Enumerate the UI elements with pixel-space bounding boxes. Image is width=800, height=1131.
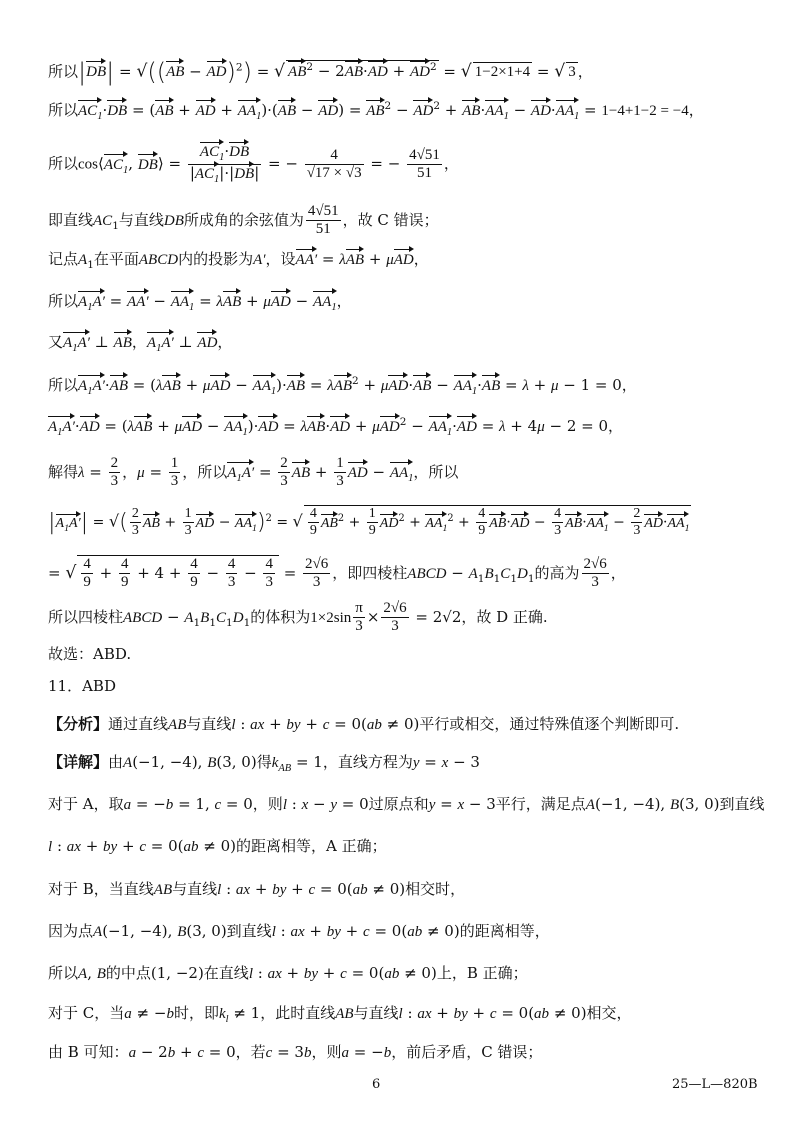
line-21: 因为点A(−1, −4), B(3, 0)到直线l : ax + by + c = 0(ab ≠ 0)的距离相等，: [48, 922, 550, 940]
line-8: 所以$A_1A'\cdot AB = (\lambda AB + \mu AD - AA_1)\cdot AB = \lambda AB^2 + \mu AD\cdot AB - AA_1\cdot AB = \lambda + \mu - 1 = 0$，: [48, 375, 637, 397]
line-24: 由 B 可知：a − 2b + c = 0，若c = 3b，则a = −b，前后矛盾，C 错误；: [48, 1043, 543, 1061]
line-6: 所以$A_1A' = AA' - AA_1 = \lambda AB + \mu AD - AA_1$，: [48, 292, 352, 313]
line-17: 【详解】由A(−1, −4), B(3, 0)得$k_{AB} = 1$，直线方程为y = x − 3: [48, 753, 480, 774]
document-code: 25—L—820B: [672, 1077, 758, 1092]
line-11: $|A_1A'|$ = √( $\frac{2}{3}$ AB + $\frac{1}{3}$ AD − $AA_1)^2$ = √ $\frac{4}{9}$ $AB^2$ + $\frac{1}{9}$ $AD^2 + AA_1^2$ + $\frac{4}{9}$ AB·AD − $\frac{4}{3}$ $AB\cdot AA_1$ − $\frac{2}{3}$ $AD\cdot AA_1$: [48, 506, 690, 539]
line-16: 【分析】通过直线AB与直线l : ax + by + c = 0(ab ≠ 0)平行或相交，通过特殊值逐个判断即可.: [48, 715, 680, 733]
line-20: 对于 B，当直线AB与直线l : ax + by + c = 0(ab ≠ 0)相交时，: [48, 880, 466, 898]
line-1: 所以|DB| = √((AB − AD)$^2$) = √ $AB^2 - 2AB\cdot AD + AD^2$ = √ 1−2×1+4 = √ 3 ，: [48, 58, 593, 86]
line-23: 对于 C，当a ≠ −b时，即$k_l \ne 1$，此时直线AB与直线l : ax + by + c = 0(ab ≠ 0)相交，: [48, 1004, 632, 1025]
line-12: = √ $\frac{4}{9}$ + $\frac{4}{9}$ + 4 + $\frac{4}{9}$ − $\frac{4}{3}$ − $\frac{4}{3}$ = $\frac{2√6}{3}$ ，即四棱柱ABCD − $A_1B_1C_1D_1$的高为 $\frac{2√6}{3}$ ，: [48, 556, 626, 591]
line-4: 即直线$AC_1$与直线DB所成角的余弦值为 $\frac{4√51}{51}$ ，故 C 错误；: [48, 203, 439, 238]
line-13: 所以四棱柱ABCD − $A_1B_1C_1D_1$的体积为1×2sin $\frac{\pi}{3}$ × $\frac{2√6}{3}$ = 2√2，故 D 正确.: [48, 600, 548, 635]
line-2: 所以$AC_1\cdot DB = (AB$ + AD + $AA_1)\cdot(AB - AD) = AB^2 - AD^2 + AB\cdot AA_1 - AD\cdot AA_1 = 1-4+1-2 = -4$，: [48, 100, 704, 122]
line-7: 又$A_1A'$ ⊥ AB，$A_1A'$ ⊥ AD，: [48, 333, 233, 354]
line-22: 所以A, B的中点(1, −2)在直线l : ax + by + c = 0(ab ≠ 0)上，B 正确；: [48, 964, 528, 982]
line-3: 所以$\cos⟨AC_1$, DB⟩ = $\frac{AC_1\cdot DB}{|AC_1|\cdot|DB|}$ = − $\frac{4}{√17 \times √3}$ = − $\frac{4√51}{51}$ ，: [48, 142, 459, 186]
page-number: 6: [372, 1077, 381, 1092]
line-14: 故选：ABD.: [48, 645, 132, 663]
line-9: $A_1A'\cdot AD = (\lambda AB + \mu AD - AA_1)\cdot AD = \lambda AB\cdot AD + \mu AD^2 - AA_1\cdot AD = \lambda + 4\mu - 2 = 0$，: [48, 416, 624, 438]
line-10: 解得λ = $\frac{2}{3}$ ，μ = $\frac{1}{3}$ ，所以$A_1A'$ = $\frac{2}{3}$ AB + $\frac{1}{3}$ AD − $AA_1$，所以: [48, 455, 459, 490]
line-19: l : ax + by + c = 0(ab ≠ 0)的距离相等，A 正确；: [48, 837, 387, 855]
line-18: 对于 A，取a = −b = 1, c = 0，则l : x − y = 0过原点和y = x − 3平行，满足点A(−1, −4), B(3, 0)到直线: [48, 795, 765, 813]
line-5: 记点$A_1$在平面ABCD内的投影为A′，设AA′ = λAB + μAD，: [48, 250, 429, 271]
line-15: 11．ABD: [48, 677, 116, 695]
